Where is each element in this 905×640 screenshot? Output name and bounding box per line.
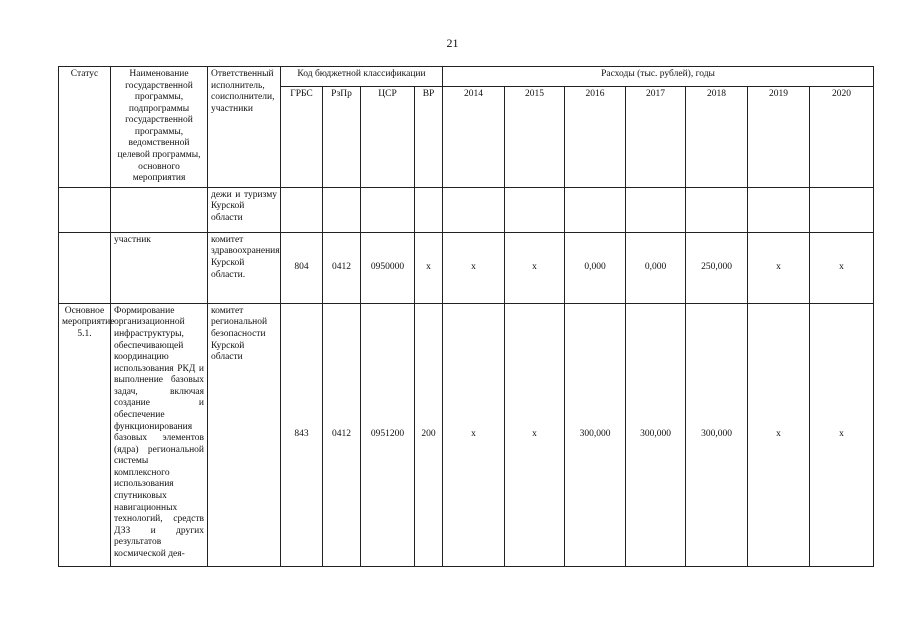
cell-name [111,187,208,232]
cell-code [281,187,323,232]
cell-code: 0412 [323,232,361,303]
cell-code: 843 [281,303,323,566]
cell-value: 0,000 [626,232,686,303]
cell-value: х [748,303,810,566]
cell-status [59,232,111,303]
cell-status [59,187,111,232]
cell-code [323,187,361,232]
header-code-rzpr: РзПр [323,87,361,188]
budget-table [58,66,874,567]
cell-responsible: комитет региональной безопасности Курской области [208,303,281,566]
header-code-csr: ЦСР [361,87,415,188]
cell-code: х [415,232,443,303]
header-responsible: Ответственный исполнитель, соисполнители, участники [208,67,281,188]
cell-value [686,187,748,232]
cell-code [415,187,443,232]
cell-code: 0950000 [361,232,415,303]
header-code-group: Код бюджетной классификации [281,67,443,87]
cell-responsible: комитет здравоохранения Курской области. [208,232,281,303]
header-year-2015: 2015 [505,87,565,188]
cell-value: х [505,232,565,303]
cell-value [626,187,686,232]
header-year-2014: 2014 [443,87,505,188]
header-year-2016: 2016 [565,87,626,188]
header-code-vr: ВР [415,87,443,188]
cell-value [565,187,626,232]
header-code-grbs: ГРБС [281,87,323,188]
header-year-2019: 2019 [748,87,810,188]
cell-code: 0412 [323,303,361,566]
cell-code: 804 [281,232,323,303]
cell-value: х [505,303,565,566]
table-row [59,187,874,232]
cell-value: х [748,232,810,303]
header-name: Наименование государственной программы, подпрограммы государственной программы, ведомственной целевой программы, основного мероприятия [111,67,208,188]
table-row [59,232,874,303]
table-row [59,303,874,566]
header-expenses-group: Расходы (тыс. рублей), годы [443,67,874,87]
cell-code: 0951200 [361,303,415,566]
cell-value: 300,000 [626,303,686,566]
cell-code: 200 [415,303,443,566]
cell-value [443,187,505,232]
cell-value: х [443,303,505,566]
cell-responsible: дежи и туризму Курской области [208,187,281,232]
cell-name: Формирование организационной инфраструктуры, обеспечивающей координацию использования РКД и выполнение базовых задач, включая создание и обеспечение функционирования базовых элементов (ядра) региональной системы комплексного использования спутниковых навигационных технологий, средств ДЗЗ и других результатов космической дея- [111,303,208,566]
cell-value [810,187,874,232]
header-year-2018: 2018 [686,87,748,188]
header-year-2017: 2017 [626,87,686,188]
header-year-2020: 2020 [810,87,874,188]
cell-value: х [810,303,874,566]
cell-value: 300,000 [565,303,626,566]
header-row [59,67,874,87]
header-status: Статус [59,67,111,188]
cell-value: х [810,232,874,303]
page-number: 21 [446,36,459,50]
cell-status: Основное мероприятие 5.1. [59,303,111,566]
cell-value [505,187,565,232]
cell-name: участник [111,232,208,303]
cell-value [748,187,810,232]
cell-value: х [443,232,505,303]
cell-value: 250,000 [686,232,748,303]
cell-code [361,187,415,232]
cell-value: 0,000 [565,232,626,303]
cell-value: 300,000 [686,303,748,566]
